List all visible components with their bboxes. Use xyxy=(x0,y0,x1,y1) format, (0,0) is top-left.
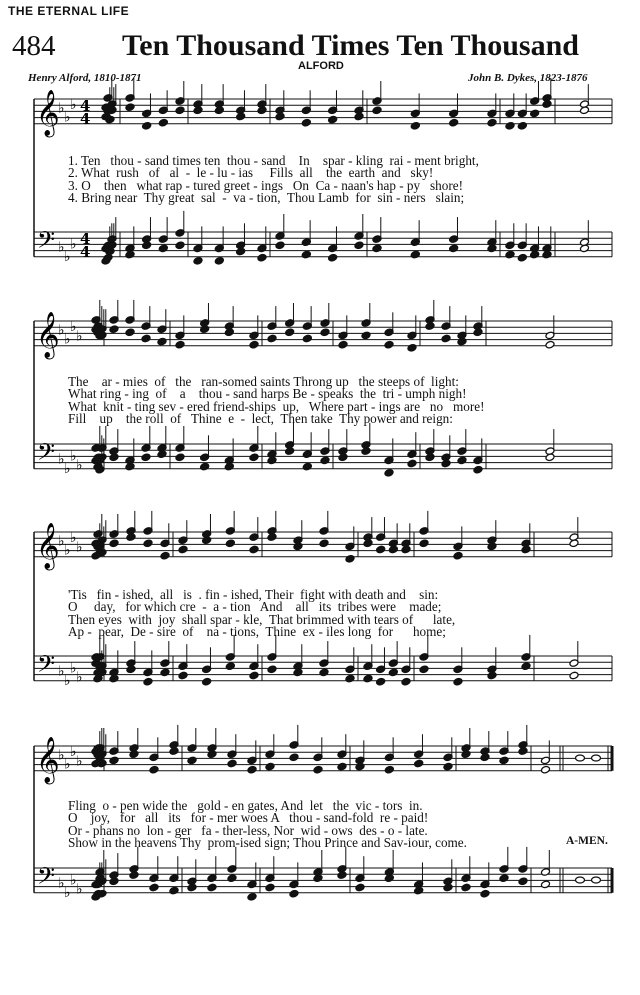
note-head xyxy=(376,677,386,686)
note-head xyxy=(319,539,329,548)
note-head xyxy=(193,106,203,115)
note-head xyxy=(419,539,429,548)
note-head xyxy=(388,545,398,554)
note-head xyxy=(302,334,312,343)
note-head xyxy=(480,753,490,762)
note-head xyxy=(328,253,338,262)
flat-icon: ♭ xyxy=(76,881,83,898)
note-head xyxy=(473,328,483,337)
note-head xyxy=(275,241,285,250)
note-head xyxy=(142,241,152,250)
note-head xyxy=(227,759,237,768)
note-head xyxy=(313,765,323,774)
note-head xyxy=(419,665,429,674)
treble-clef-icon: 𝄞 xyxy=(36,312,60,358)
note-head xyxy=(473,465,483,474)
note-head xyxy=(592,877,601,883)
note-head xyxy=(407,344,417,353)
note-head xyxy=(143,539,153,548)
note-head xyxy=(109,674,119,683)
flat-icon: ♭ xyxy=(58,100,65,117)
note-head xyxy=(449,118,459,127)
lyric-line: 2. What rush of al - le - lu - ias Fills all the earth and sky! xyxy=(68,165,434,181)
note-head xyxy=(289,753,299,762)
hymn-number: 484 xyxy=(12,30,56,62)
flat-icon: ♭ xyxy=(64,756,71,773)
note-head xyxy=(157,450,167,459)
note-head xyxy=(249,671,259,680)
note-head xyxy=(319,668,329,677)
note-head xyxy=(541,765,551,774)
note-head xyxy=(289,889,299,898)
note-head xyxy=(149,883,159,892)
note-head xyxy=(414,886,424,895)
note-head xyxy=(178,545,188,554)
flat-icon: ♭ xyxy=(70,744,77,761)
note-head xyxy=(293,542,303,551)
note-head xyxy=(109,325,119,334)
note-head xyxy=(453,677,463,686)
time-signature: 4 xyxy=(80,110,91,128)
note-head xyxy=(461,883,471,892)
flat-icon: ♭ xyxy=(64,460,71,477)
note-head xyxy=(224,462,234,471)
note-head xyxy=(249,545,259,554)
note-head xyxy=(354,112,364,121)
flat-icon: ♭ xyxy=(76,539,83,556)
note-head xyxy=(569,539,579,548)
note-head xyxy=(457,337,467,346)
treble-clef-icon: 𝄞 xyxy=(36,90,60,136)
note-head xyxy=(388,668,398,677)
note-head xyxy=(236,247,246,256)
note-head xyxy=(169,747,179,756)
treble-clef-icon: 𝄞 xyxy=(36,737,60,783)
note-head xyxy=(175,241,185,250)
lyric-line: O day, for which cre - a - tion And all its tribes were made; xyxy=(68,599,442,615)
note-head xyxy=(142,122,152,131)
note-head xyxy=(592,755,601,761)
note-head xyxy=(267,456,277,465)
flat-icon: ♭ xyxy=(58,322,65,339)
note-head xyxy=(328,115,338,124)
note-head xyxy=(125,462,135,471)
note-head xyxy=(401,545,411,554)
time-signature: 4 xyxy=(80,230,91,248)
note-head xyxy=(425,453,435,462)
lyric-line: 4. Bring near Thy great sal - va - tion, Thou Lamb for sin - ners slain; xyxy=(68,190,465,206)
note-head xyxy=(267,334,277,343)
note-head xyxy=(267,533,277,542)
flat-icon: ♭ xyxy=(70,236,77,253)
note-head xyxy=(141,453,151,462)
note-head xyxy=(441,459,451,468)
note-head xyxy=(480,889,490,898)
note-head xyxy=(384,340,394,349)
note-head xyxy=(517,122,527,131)
flat-icon: ♭ xyxy=(58,239,65,256)
lyric-line: Then eyes with joy shall spar - kle, That brimmed with tears of late, xyxy=(68,611,456,627)
note-head xyxy=(249,453,259,462)
flat-icon: ♭ xyxy=(64,331,71,348)
treble-clef-icon: 𝄞 xyxy=(36,523,60,569)
lyric-line: 3. O then what rap - tured greet - ings On Ca - naan's hap - py shore! xyxy=(68,177,463,193)
note-head xyxy=(443,883,453,892)
note-head xyxy=(175,340,185,349)
note-head xyxy=(354,241,364,250)
note-head xyxy=(580,106,590,115)
note-head xyxy=(542,100,552,109)
note-head xyxy=(285,328,295,337)
flat-icon: ♭ xyxy=(58,451,65,468)
note-head xyxy=(425,322,435,331)
tune-name: ALFORD xyxy=(298,60,344,72)
music-credit: John B. Dykes, 1823-1876 xyxy=(468,72,588,84)
note-head xyxy=(109,756,119,765)
note-head xyxy=(372,106,382,115)
note-head xyxy=(109,877,119,886)
note-head xyxy=(149,765,159,774)
flat-icon: ♭ xyxy=(64,884,71,901)
note-head xyxy=(301,118,311,127)
note-head xyxy=(249,340,259,349)
lyric-line: What knit - ting sev - ered friend-ships up, Where part - ings are no more! xyxy=(68,398,485,414)
note-head xyxy=(541,880,551,889)
bass-clef-icon: 𝄢 xyxy=(37,862,56,895)
note-head xyxy=(338,453,348,462)
note-head xyxy=(225,662,235,671)
note-head xyxy=(202,677,212,686)
bass-clef-icon: 𝄢 xyxy=(37,438,56,471)
note-head xyxy=(207,750,217,759)
note-head xyxy=(407,459,417,468)
bass-clef-icon: 𝄢 xyxy=(37,226,56,259)
note-head xyxy=(91,893,101,902)
note-head xyxy=(236,112,246,121)
note-head xyxy=(338,340,348,349)
amen-label: A-MEN. xyxy=(566,835,608,848)
note-head xyxy=(505,122,515,131)
lyric-line: Ap - pear, De - sire of na - tions, Thine ex - iles long for home; xyxy=(68,624,446,640)
flat-icon: ♭ xyxy=(64,672,71,689)
note-head xyxy=(505,250,515,259)
note-head xyxy=(301,250,311,259)
note-head xyxy=(227,874,237,883)
flat-icon: ♭ xyxy=(58,747,65,764)
note-head xyxy=(247,765,257,774)
note-head xyxy=(530,250,540,259)
flat-icon: ♭ xyxy=(70,319,77,336)
note-head xyxy=(247,893,257,902)
lyric-line: 1. Ten thou - sand times ten thou - sand In spar - kling rai - ment bright, xyxy=(68,153,479,168)
note-head xyxy=(337,871,347,880)
note-head xyxy=(361,331,371,340)
bass-clef-icon: 𝄢 xyxy=(37,650,56,683)
note-head xyxy=(337,762,347,771)
note-head xyxy=(521,545,531,554)
note-head xyxy=(202,536,212,545)
note-head xyxy=(320,456,330,465)
note-head xyxy=(265,883,275,892)
note-head xyxy=(285,447,295,456)
note-head xyxy=(93,674,103,683)
note-head xyxy=(376,545,386,554)
note-head xyxy=(518,747,528,756)
note-head xyxy=(158,118,168,127)
flat-icon: ♭ xyxy=(76,669,83,686)
note-head xyxy=(414,759,424,768)
lyric-line: Or - phans no lon - ger fa - ther-less, Nor wid - ows des - o - late. xyxy=(68,822,428,838)
flat-icon: ♭ xyxy=(76,753,83,770)
note-head xyxy=(487,118,497,127)
flat-icon: ♭ xyxy=(64,109,71,126)
note-head xyxy=(158,244,168,253)
note-head xyxy=(545,340,555,349)
note-head xyxy=(91,551,101,560)
flat-icon: ♭ xyxy=(70,97,77,114)
section-heading: THE ETERNAL LIFE xyxy=(8,4,130,18)
note-head xyxy=(517,253,527,262)
note-head xyxy=(143,677,153,686)
flat-icon: ♭ xyxy=(76,457,83,474)
flat-icon: ♭ xyxy=(70,872,77,889)
flat-icon: ♭ xyxy=(70,660,77,677)
note-head xyxy=(126,533,136,542)
lyric-line: The ar - mies of the ran-somed saints Throng up the steeps of light: xyxy=(68,374,459,389)
note-head xyxy=(207,883,217,892)
note-head xyxy=(320,328,330,337)
note-head xyxy=(187,883,197,892)
note-head xyxy=(384,874,394,883)
note-head xyxy=(160,668,170,677)
lyric-line: What ring - ing of a thou - sand harps Be - speaks the tri - umph nigh! xyxy=(68,386,467,402)
note-head xyxy=(200,462,210,471)
flat-icon: ♭ xyxy=(58,875,65,892)
note-head xyxy=(449,244,459,253)
note-head xyxy=(545,453,555,462)
note-head xyxy=(160,551,170,560)
note-head xyxy=(175,106,185,115)
note-head xyxy=(487,542,497,551)
lyric-line: Show in the heavens Thy prom-ised sign; Thou Prince and Sav-iour, come. xyxy=(68,835,467,851)
lyric-line: O joy, for all its for - mer woes A thou - sand-fold re - paid! xyxy=(68,810,429,826)
note-head xyxy=(410,250,420,259)
note-head xyxy=(302,462,312,471)
note-head xyxy=(542,250,552,259)
time-signature: 4 xyxy=(80,243,91,261)
note-head xyxy=(580,244,590,253)
note-head xyxy=(576,877,585,883)
note-head xyxy=(129,871,139,880)
note-head xyxy=(265,762,275,771)
lyric-line: Fill up the roll of Thine e - lect, Then take Thy power and reign: xyxy=(68,411,453,427)
note-head xyxy=(225,539,235,548)
note-head xyxy=(214,106,224,115)
note-head xyxy=(363,539,373,548)
note-head xyxy=(487,244,497,253)
note-head xyxy=(363,674,373,683)
note-head xyxy=(129,750,139,759)
flat-icon: ♭ xyxy=(76,328,83,345)
lyric-line: Fling o - pen wide the gold - en gates, And let the vic - tors in. xyxy=(68,798,423,813)
note-head xyxy=(355,762,365,771)
note-head xyxy=(461,750,471,759)
flat-icon: ♭ xyxy=(70,530,77,547)
note-head xyxy=(345,674,355,683)
note-head xyxy=(361,447,371,456)
time-signature: 4 xyxy=(80,97,91,115)
flat-icon: ♭ xyxy=(58,663,65,680)
note-head xyxy=(518,877,528,886)
note-head xyxy=(410,122,420,131)
note-head xyxy=(141,334,151,343)
note-head xyxy=(200,325,210,334)
note-head xyxy=(313,874,323,883)
note-head xyxy=(293,668,303,677)
note-head xyxy=(443,762,453,771)
note-head xyxy=(125,250,135,259)
hymn-title: Ten Thousand Times Ten Thousand xyxy=(122,29,579,62)
flat-icon: ♭ xyxy=(58,533,65,550)
note-head xyxy=(178,671,188,680)
note-head xyxy=(125,328,135,337)
note-head xyxy=(275,112,285,121)
note-head xyxy=(576,755,585,761)
flat-icon: ♭ xyxy=(64,542,71,559)
note-head xyxy=(257,253,267,262)
note-head xyxy=(193,257,203,266)
note-head xyxy=(384,765,394,774)
note-head xyxy=(530,109,540,118)
note-head xyxy=(109,539,119,548)
note-head xyxy=(453,551,463,560)
note-head xyxy=(214,257,224,266)
note-head xyxy=(169,886,179,895)
note-head xyxy=(384,469,394,478)
note-head xyxy=(441,334,451,343)
flat-icon: ♭ xyxy=(64,248,71,265)
note-head xyxy=(187,756,197,765)
note-head xyxy=(521,662,531,671)
note-head xyxy=(125,103,135,112)
note-head xyxy=(109,453,119,462)
words-credit: Henry Alford, 1810-1871 xyxy=(28,72,142,84)
note-head xyxy=(267,665,277,674)
note-head xyxy=(372,244,382,253)
note-head xyxy=(126,665,136,674)
note-head xyxy=(499,756,509,765)
note-head xyxy=(355,883,365,892)
lyric-line: 'Tis fin - ished, all is . fin - ished, Their fight with death and sin: xyxy=(68,587,439,602)
flat-icon: ♭ xyxy=(70,448,77,465)
note-head xyxy=(457,456,467,465)
note-head xyxy=(224,328,234,337)
note-head xyxy=(569,671,579,680)
note-head xyxy=(499,874,509,883)
note-head xyxy=(175,453,185,462)
note-head xyxy=(157,337,167,346)
note-head xyxy=(401,677,411,686)
note-head xyxy=(345,555,355,564)
note-head xyxy=(257,106,267,115)
note-head xyxy=(487,671,497,680)
